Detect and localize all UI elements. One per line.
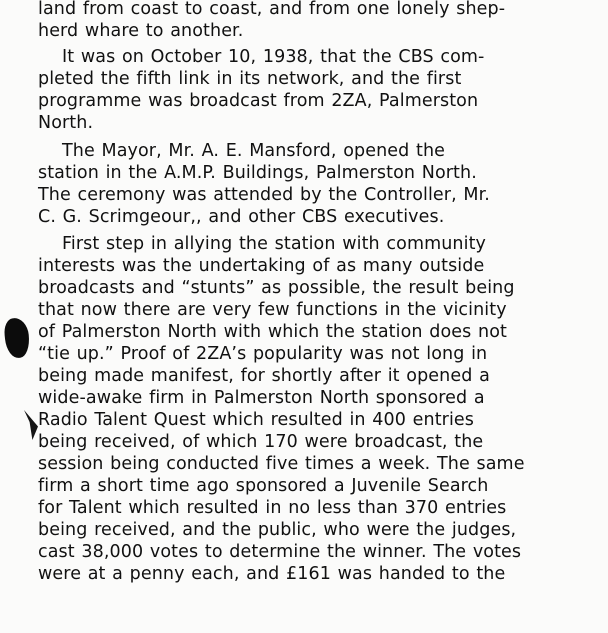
text-line: pleted the fifth link in its network, and the first xyxy=(38,69,462,89)
text-line: wide-awake firm in Palmerston North sponsored a xyxy=(38,388,485,408)
text-line: firm a short time ago sponsored a Juvenile Search xyxy=(38,476,489,496)
text-line: for Talent which resulted in no less than 370 entries xyxy=(38,498,507,518)
text-line: North. xyxy=(38,113,94,133)
text-line: being received, of which 170 were broadcast, the xyxy=(38,432,484,452)
text-line: of Palmerston North with which the station does not xyxy=(38,322,507,342)
text-line: The ceremony was attended by the Controller, Mr. xyxy=(38,185,490,205)
text-line: being made manifest, for shortly after it opened a xyxy=(38,366,490,386)
text-line: “tie up.” Proof of 2ZA’s popularity was not long in xyxy=(38,344,488,364)
ink-smudge-mark xyxy=(24,410,38,440)
text-line: herd whare to another. xyxy=(38,21,244,41)
text-line: C. G. Scrimgeour,, and other CBS executives. xyxy=(38,207,445,227)
text-line: session being conducted five times a week. The same xyxy=(38,454,525,474)
text-line: interests was the undertaking of as many outside xyxy=(38,256,485,276)
text-line: broadcasts and “stunts” as possible, the result being xyxy=(38,278,515,298)
text-line: were at a penny each, and £161 was handed to the xyxy=(38,564,506,584)
paragraph-start-line: The Mayor, Mr. A. E. Mansford, opened the xyxy=(62,141,446,161)
text-line: station in the A.M.P. Buildings, Palmerston North. xyxy=(38,163,477,183)
text-line: land from coast to coast, and from one lonely shep- xyxy=(38,0,506,19)
text-line: programme was broadcast from 2ZA, Palmerston xyxy=(38,91,479,111)
ink-blot-mark xyxy=(3,317,31,359)
paragraph-start-line: It was on October 10, 1938, that the CBS com- xyxy=(62,47,485,67)
text-line: Radio Talent Quest which resulted in 400 entries xyxy=(38,410,475,430)
text-line: being received, and the public, who were the judges, xyxy=(38,520,517,540)
text-line: that now there are very few functions in the vicinity xyxy=(38,300,507,320)
text-line: cast 38,000 votes to determine the winner. The votes xyxy=(38,542,522,562)
paragraph-start-line: First step in allying the station with community xyxy=(62,234,486,254)
